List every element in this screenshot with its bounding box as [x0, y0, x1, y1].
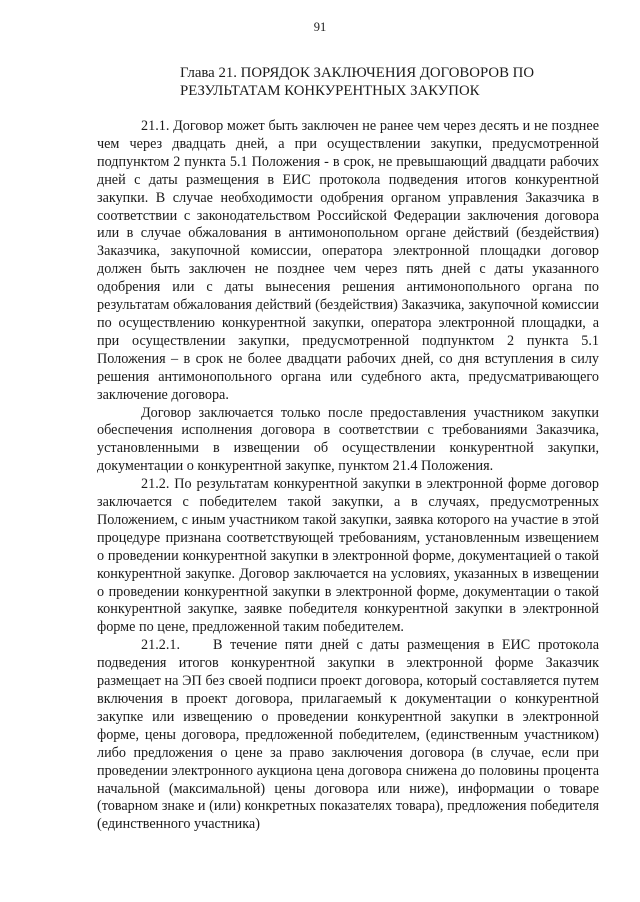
chapter-title-line-1: Глава 21. ПОРЯДОК ЗАКЛЮЧЕНИЯ ДОГОВОРОВ ПО	[180, 65, 535, 81]
paragraph-21-1: 21.1. Договор может быть заключен не ранее чем через десять и не позднее чем через двадцать дней, а при осуществлении закупки, предусмотренной подпунктом 2 пункта 5.1 Положения - в срок, не превышающий двадцати рабочих дней с даты размещения в ЕИС протокола подведения итогов конкурентной закупки. В случае необходимости одобрения органом управления Заказчика в соответствии с законодательством Российской Федерации заключения договора или в случае обжалования в антимонопольном органе действий (бездействия) Заказчика, закупочной комиссии, оператора электронной площадки договор должен быть заключен не позднее чем через пять дней с даты указанного одобрения или с даты вынесения решения антимонопольного органа по результатам обжалования действий (бездействия) Заказчика, закупочной комиссии по осуществлению конкурентной закупки, оператора электронной площадки, а при осуществлении закупки, предусмотренной подпунктом 2 пункта 5.1 Положения – в срок не более двадцати рабочих дней, со дня вступления в силу решения антимонопольного органа или судебного акта, предусматривающего заключение договора.	[97, 118, 599, 403]
paragraph-21-2-1	[97, 637, 599, 834]
paragraph-21-2: 21.2. По результатам конкурентной закупки в электронной форме договор заключается с победителем такой закупки, а в случаях, предусмотренных Положением, с иным участником такой закупки, заявка которого на участие в этой процедуре признана соответствующей требованиям, установленным извещением о проведении конкурентной закупки в электронной форме, документацией о такой конкурентной закупке. Договор заключается на условиях, указанных в извещении о проведении конкурентной закупки в электронной форме, документации о такой конкурентной закупке, заявке победителя конкурентной закупки в электронной форме по цене, предложенной таким победителем.	[97, 476, 599, 636]
paragraph-contract-security: Договор заключается только после предоставления участником закупки обеспечения исполнения договора в соответствии с требованиями Заказчика, установленными в извещении об осуществлении конкурентной закупки, документации о конкурентной закупке, пунктом 21.4 Положения.	[97, 404, 599, 475]
clause-text: В течение пяти дней с даты размещения в ЕИС протокола подведения итогов конкурентной закупки в электронной форме Заказчик размещает на ЭП без своей подписи проект договора, который составляется путем включения в проект договора, прилагаемый к документации о конкурентной закупке или извещению о проведении конкурентной закупки в электронной форме, цены договора, предложенной победителем, (единственным участником) либо предложения о цене за право заключения договора (в случае, если при проведении электронного аукциона цена договора снижена до половины процента начальной (максимальной) цены договора или ниже), информации о товаре (товарном знаке и (или) конкретных показателях товара), предложения победителя (единственного участника)	[97, 637, 599, 833]
chapter-title	[180, 64, 600, 100]
document-body	[97, 118, 599, 834]
page-number: 91	[313, 20, 327, 34]
chapter-title-line-2: РЕЗУЛЬТАТАМ КОНКУРЕНТНЫХ ЗАКУПОК	[180, 83, 480, 99]
clause-number: 21.2.1.	[141, 637, 181, 654]
